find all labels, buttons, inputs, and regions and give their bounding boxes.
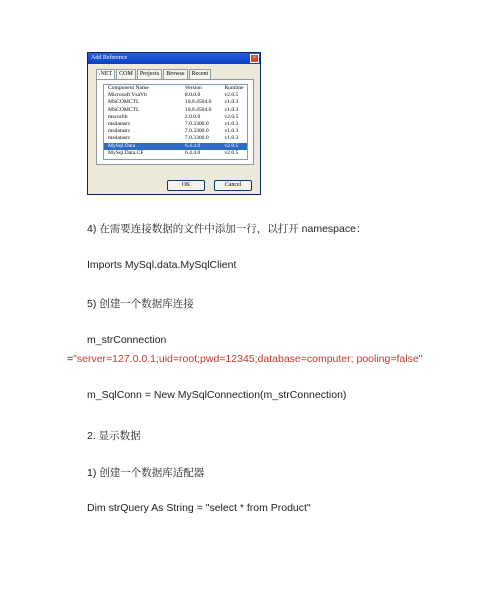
component-version: 6.4.4.0 [184,142,201,149]
list-item[interactable] [104,114,247,121]
step-4-text: 4) 在需要连接数据的文件中添加一行，以打开 namespace： [87,223,367,235]
component-name: MSCOMCTL [108,99,140,106]
dialog-tabs [96,69,212,79]
dialog-title: Add Reference [91,55,128,61]
component-version: 6.4.4.0 [184,149,201,156]
component-version: 10.0.4504.0 [184,99,212,106]
column-header-version[interactable]: Version [184,85,202,91]
component-runtime: v2.0.5 [224,113,239,120]
component-runtime: v1.0.3 [224,128,239,135]
list-item-selected[interactable] [104,143,247,150]
list-item[interactable] [104,150,247,157]
step-5-text: 5) 创建一个数据库连接 [87,298,194,310]
tab-recent[interactable]: Recent [189,69,212,79]
column-header-runtime[interactable]: Runtime [224,85,244,91]
connection-string-line [67,353,422,365]
tab-panel [96,79,254,165]
cancel-button[interactable]: Cancel [214,180,252,191]
dialog-titlebar [88,53,260,64]
component-name: msdatasrc [108,128,131,135]
add-reference-dialog [87,52,261,195]
component-runtime: v1.0.3 [224,99,239,106]
list-item[interactable] [104,135,247,142]
equals-sign: = [67,353,74,365]
component-runtime: v2.0.5 [224,149,239,156]
component-runtime: v1.0.3 [224,106,239,113]
component-runtime: v1.0.3 [224,135,239,142]
component-version: 7.0.3300.0 [184,128,209,135]
component-version: 10.0.4504.0 [184,106,212,113]
list-item[interactable] [104,128,247,135]
component-version: 8.0.0.0 [184,92,201,99]
sql-connection-code: m_SqlConn = New MySqlConnection(m_strConnection) [87,389,347,401]
column-header-name[interactable]: Component Name [108,85,149,91]
component-version: 7.0.3300.0 [184,135,209,142]
close-icon[interactable]: × [250,54,259,63]
connection-string: "server=127.0.0.1;uid=root;pwd=12345;database=computer; pooling=false" [73,353,423,365]
list-header [104,85,247,92]
component-version: 7.0.3300.0 [184,121,209,128]
tab-projects[interactable]: Projects [137,69,162,79]
component-name: msdatasrc [108,135,131,142]
list-item[interactable] [104,107,247,114]
connection-variable: m_strConnection [87,334,167,346]
ok-button[interactable]: OK [167,180,205,191]
component-name: mscorlib [108,113,128,120]
component-name: MySql.Data.CF [108,149,144,156]
component-version: 2.0.0.0 [184,113,201,120]
section-2-heading: 2. 显示数据 [87,430,141,442]
component-name: MSCOMCTL [108,106,140,113]
step-1-text: 1) 创建一个数据库适配器 [87,467,205,479]
component-list[interactable] [103,84,248,160]
imports-code: Imports MySql.data.MySqlClient [87,259,237,271]
query-code: Dim strQuery As String = "select * from Product" [87,502,311,514]
list-item[interactable] [104,92,247,99]
tab-net[interactable]: .NET [96,69,115,79]
list-item[interactable] [104,99,247,106]
component-runtime: v2.0.5 [224,142,239,149]
component-runtime: v2.0.5 [224,92,239,99]
component-name: msdatasrc [108,121,131,128]
tab-com[interactable]: COM [116,69,136,79]
component-runtime: v1.0.3 [224,121,239,128]
component-name: Microsoft VsaVb [108,92,147,99]
component-name: MySql.Data [108,142,136,149]
tab-browse[interactable]: Browse [163,69,187,79]
list-item[interactable] [104,121,247,128]
